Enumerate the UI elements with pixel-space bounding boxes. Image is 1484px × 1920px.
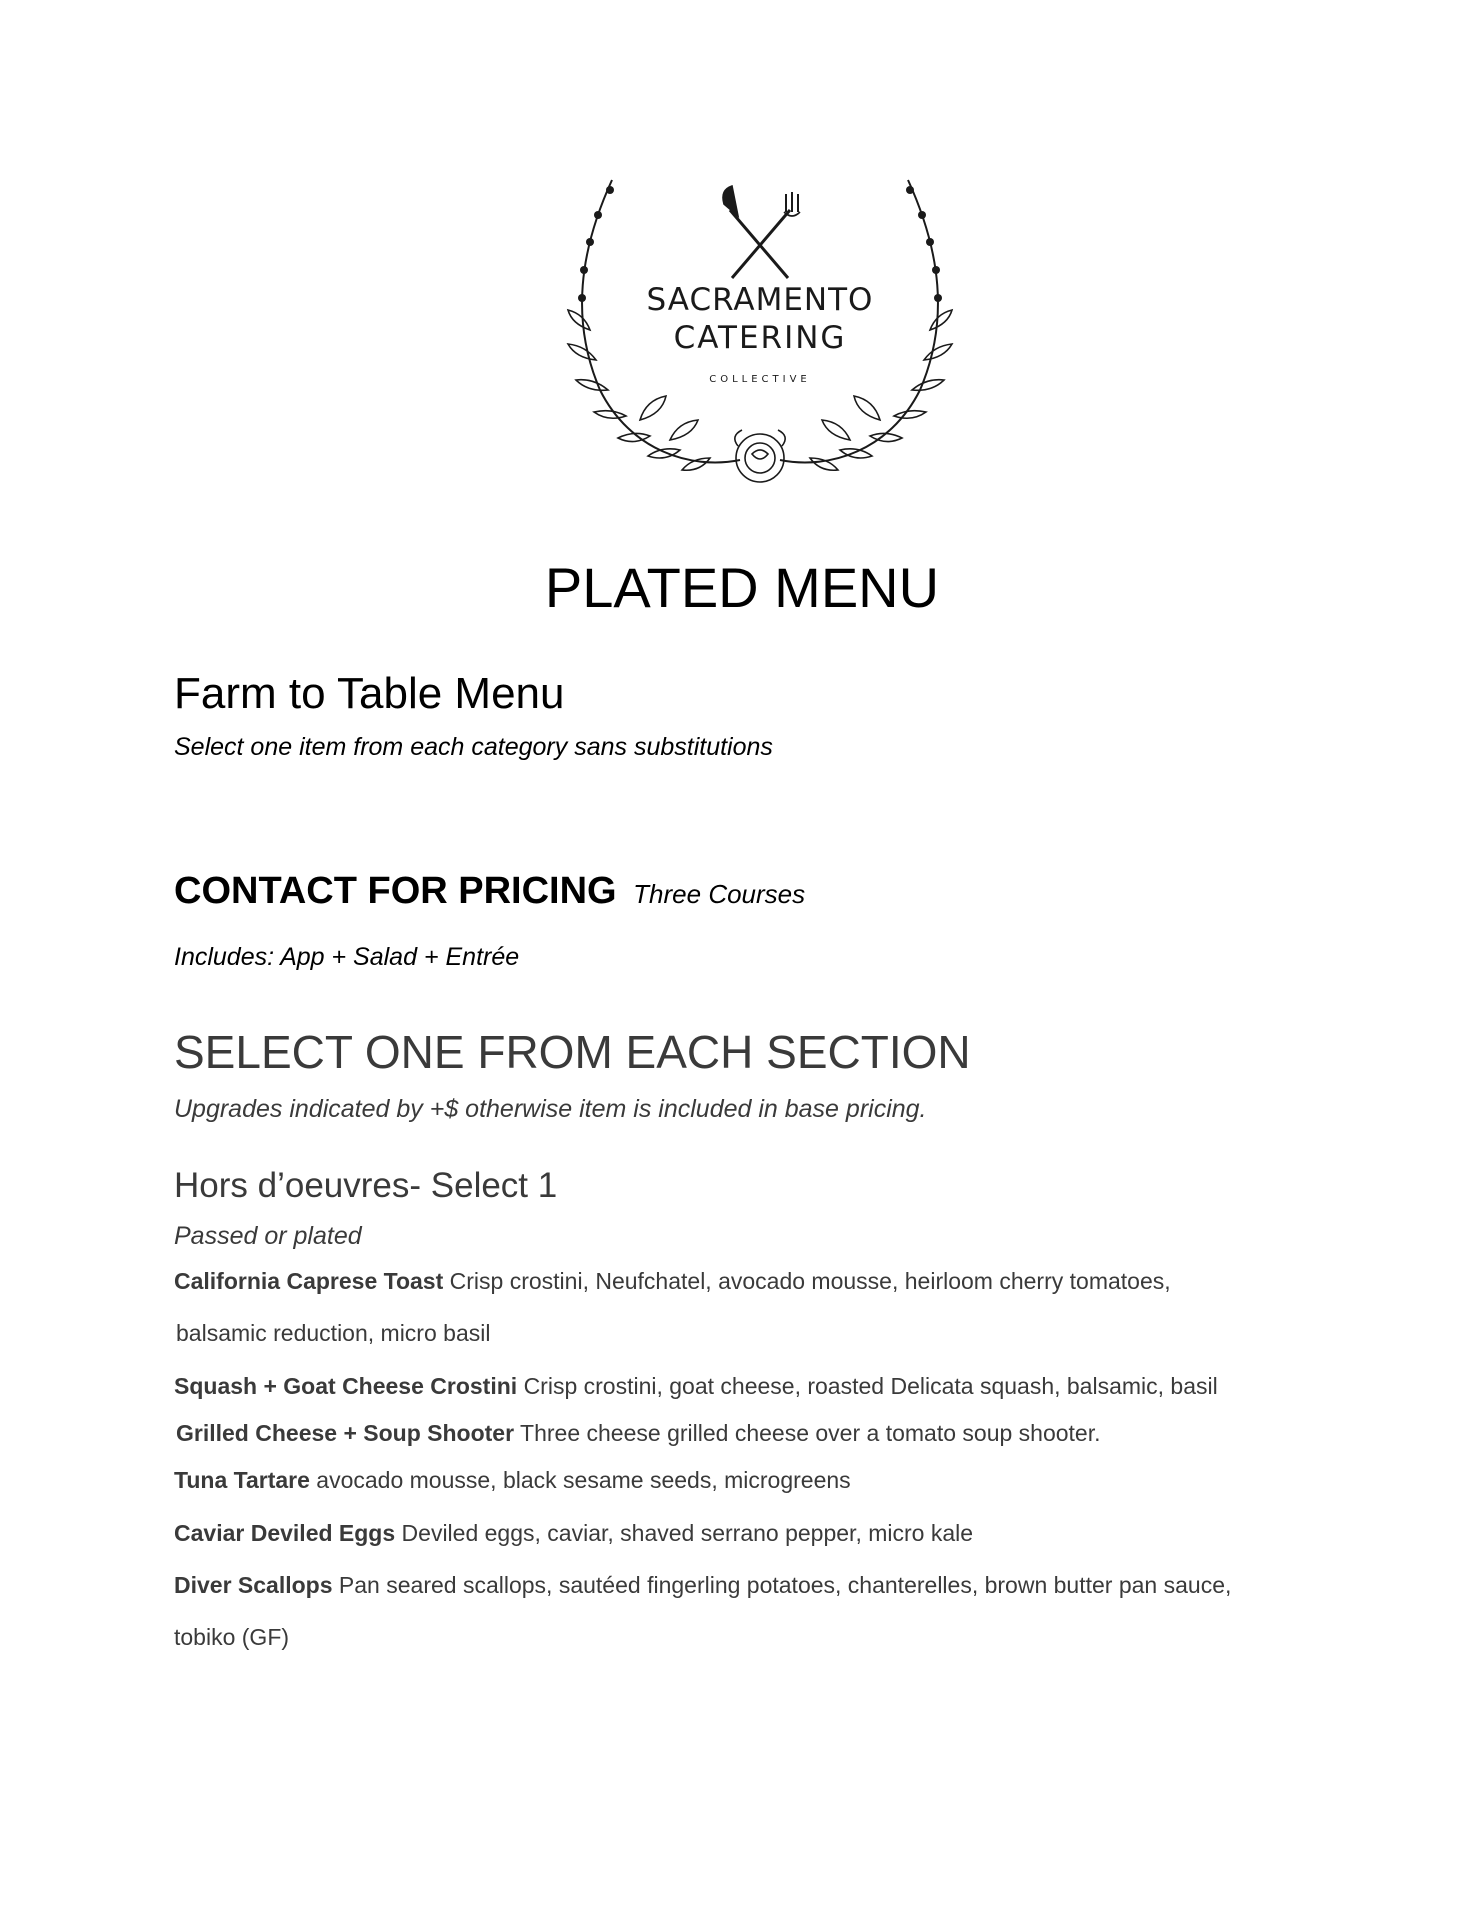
section-heading: SELECT ONE FROM EACH SECTION (174, 1026, 971, 1078)
menu-note: Select one item from each category sans substitutions (174, 733, 773, 761)
menu-item (174, 1373, 1218, 1401)
item-description: Three cheese grilled cheese over a tomato soup shooter. (520, 1420, 1101, 1446)
pricing-label: CONTACT FOR PRICING (174, 870, 617, 912)
logo-line-3: COLLECTIVE (709, 374, 811, 385)
courses-count: Three Courses (633, 879, 806, 909)
menu-item-continued: balsamic reduction, micro basil (176, 1320, 491, 1346)
menu-item (174, 1268, 1171, 1296)
item-name: Diver Scallops (174, 1572, 333, 1598)
item-name: Caviar Deviled Eggs (174, 1520, 396, 1546)
item-name: California Caprese Toast (174, 1268, 444, 1294)
logo-line-1: SACRAMENTO (646, 282, 874, 318)
item-description: Deviled eggs, caviar, shaved serrano pepper, micro kale (401, 1520, 974, 1546)
item-name: Grilled Cheese + Soup Shooter (176, 1420, 515, 1446)
item-name: Squash + Goat Cheese Crostini (174, 1373, 518, 1399)
pricing-line (174, 872, 805, 910)
menu-name: Farm to Table Menu (174, 669, 565, 718)
menu-item (174, 1467, 851, 1495)
item-name: Tuna Tartare (174, 1467, 310, 1493)
item-description: Crisp crostini, Neufchatel, avocado mousse, heirloom cherry tomatoes, (449, 1268, 1171, 1294)
laurel-wreath-logo (560, 170, 960, 490)
menu-item-continued: tobiko (GF) (174, 1624, 290, 1650)
menu-item (174, 1572, 1231, 1600)
sacramento-catering-logo (560, 170, 960, 490)
menu-item (176, 1420, 1101, 1448)
logo-line-2: CATERING (673, 320, 847, 356)
page-title: PLATED MENU (544, 556, 940, 619)
section-note: Upgrades indicated by +$ otherwise item is included in base pricing. (174, 1095, 927, 1123)
menu-item (174, 1520, 973, 1548)
category-heading: Hors d’oeuvres- Select 1 (174, 1166, 558, 1205)
item-description: avocado mousse, black sesame seeds, microgreens (316, 1467, 851, 1493)
category-note: Passed or plated (174, 1222, 362, 1250)
item-description: Crisp crostini, goat cheese, roasted Delicata squash, balsamic, basil (523, 1373, 1218, 1399)
includes-note: Includes: App + Salad + Entrée (174, 943, 520, 971)
item-description: Pan seared scallops, sautéed fingerling potatoes, chanterelles, brown butter pan sauce, (338, 1572, 1232, 1598)
